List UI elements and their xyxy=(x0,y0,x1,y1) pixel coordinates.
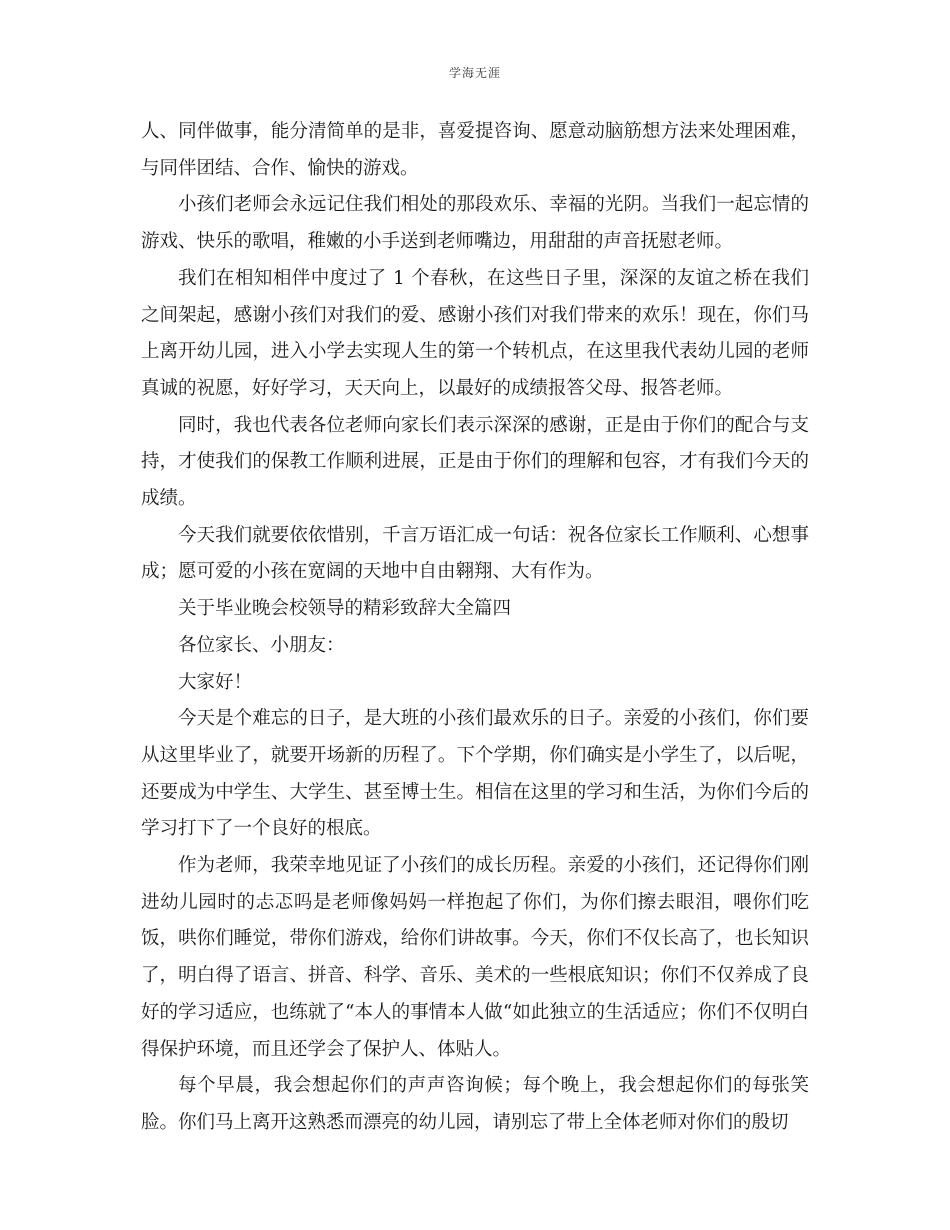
section-heading: 关于毕业晚会校领导的精彩致辞大全篇四 xyxy=(178,598,512,620)
page-header: 学海无涯 xyxy=(448,66,501,80)
paragraph: 人、同伴做事，能分清简单的是非，喜爱提咨询、愿意动脑筋想方法来处理困难，与同伴团结、合作、愉快的游戏。 xyxy=(141,121,809,179)
greeting: 大家好！ xyxy=(178,671,253,693)
paragraph: 我们在相知相伴中度过了 1 个春秋，在这些日子里，深深的友谊之桥在我们之间架起，感谢小孩们对我们的爱、感谢小孩们对我们带来的欢乐！现在，你们马上离开幼儿园，进入小学去实现人生的第一个转机点，在这里我代表幼儿园的老师真诚的祝愿，好好学习，天天向上，以最好的成绩报答父母、报答老师。 xyxy=(141,267,809,399)
salutation: 各位家长、小朋友： xyxy=(178,634,345,656)
paragraph: 同时，我也代表各位老师向家长们表示深深的感谢，正是由于你们的配合与支持，才使我们的保教工作顺利进展，正是由于你们的理解和包容，才有我们今天的成绩。 xyxy=(141,414,809,510)
paragraph: 小孩们老师会永远记住我们相处的那段欢乐、幸福的光阴。当我们一起忘情的游戏、快乐的歌唱，稚嫩的小手送到老师嘴边，用甜甜的声音抚慰老师。 xyxy=(141,194,809,253)
paragraph: 每个早晨，我会想起你们的声声咨询候；每个晚上，我会想起你们的每张笑脸。你们马上离开这熟悉而漂亮的幼儿园，请别忘了带上全体老师对你们的殷切 xyxy=(141,1075,809,1133)
paragraph: 今天我们就要依依惜别，千言万语汇成一句话：祝各位家长工作顺利、心想事成；愿可爱的小孩在宽阔的天地中自由翱翔、大有作为。 xyxy=(141,524,809,583)
paragraph: 作为老师，我荣幸地见证了小孩们的成长历程。亲爱的小孩们，还记得你们刚进幼儿园时的忐忑吗是老师像妈妈一样抱起了你们，为你们擦去眼泪，喂你们吃饭，哄你们睡觉，带你们游戏，给你们讲故事。今天，你们不仅长高了，也长知识了，明白得了语言、拼音、科学、音乐、美术的一些根底知识；你们不仅养成了良好的学习适应，也练就了“本人的事情本人做“如此独立的生活适应；你们不仅明白得保护环境，而且还学会了保护人、体贴人。 xyxy=(141,855,809,1060)
document-body xyxy=(141,114,809,1142)
paragraph: 今天是个难忘的日子，是大班的小孩们最欢乐的日子。亲爱的小孩们，你们要从这里毕业了，就要开场新的历程了。下个学期，你们确实是小学生了，以后呢，还要成为中学生、大学生、甚至博士生。相信在这里的学习和生活，为你们今后的学习打下了一个良好的根底。 xyxy=(141,708,809,840)
